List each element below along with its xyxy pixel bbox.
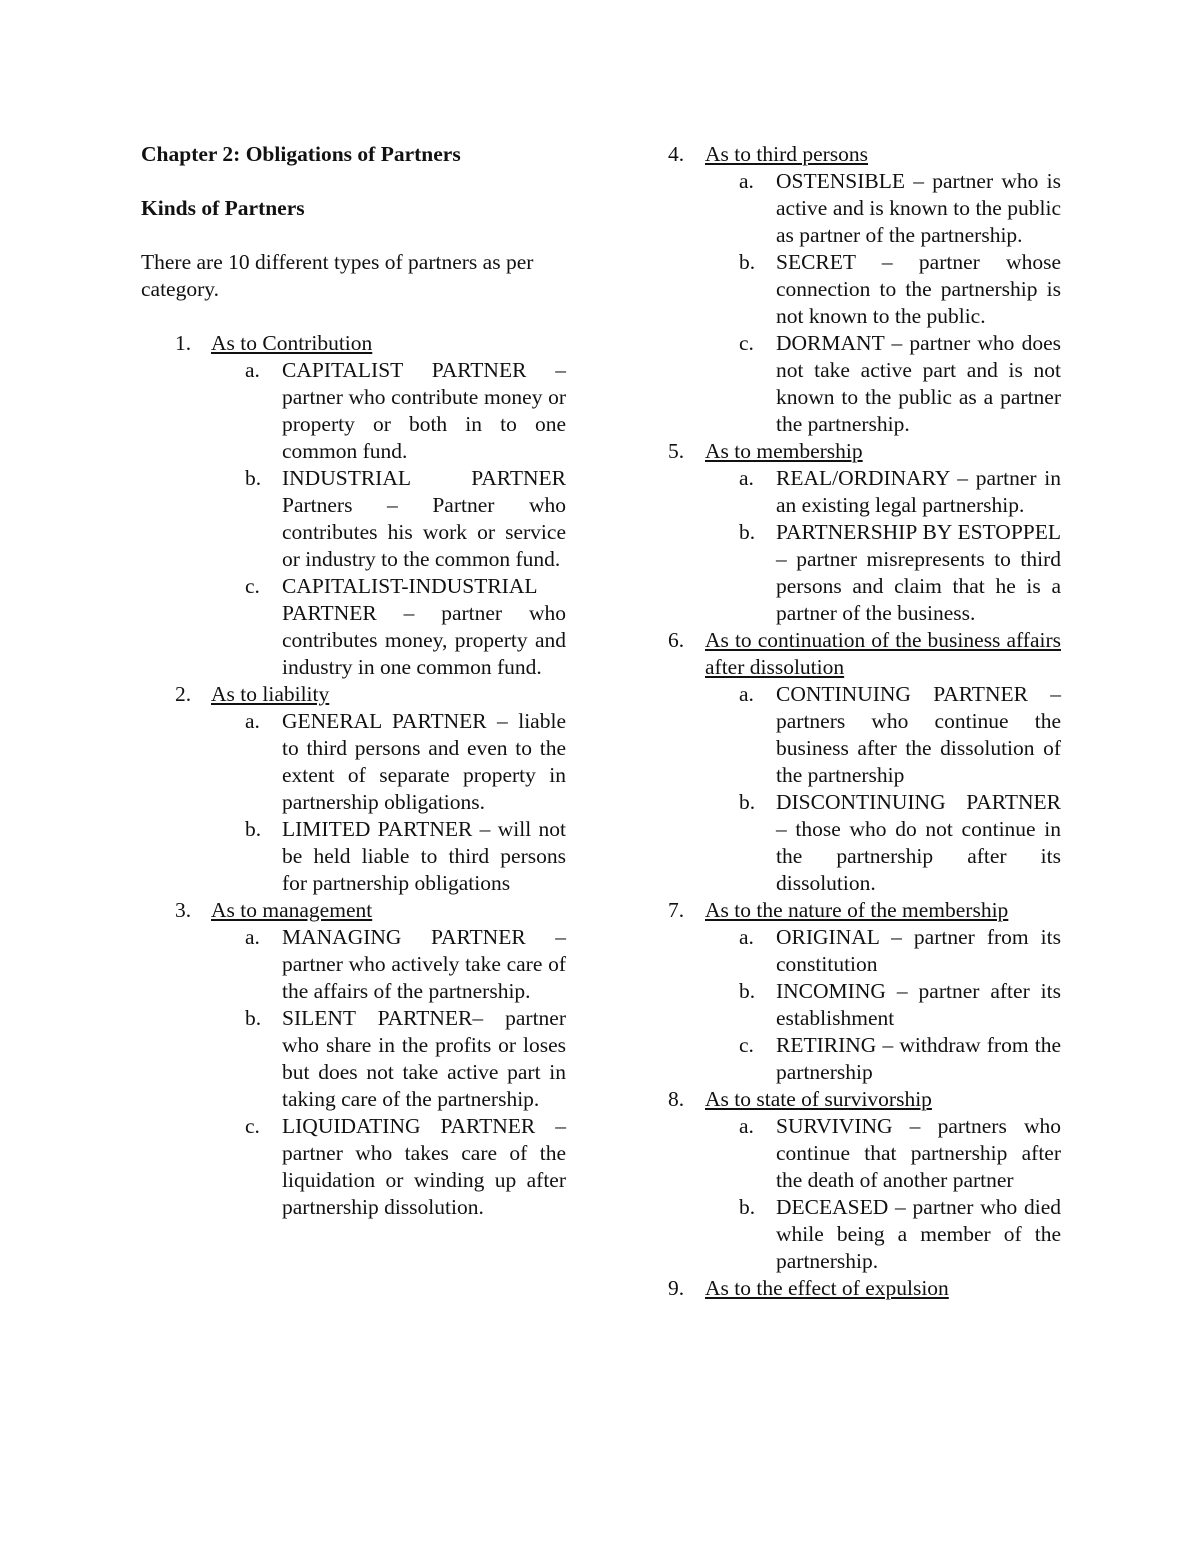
item-letter: b. — [245, 817, 262, 841]
partner-type-text: GENERAL PARTNER – liable to third persons and even to the extent of separate property in partnership obligations. — [282, 709, 566, 814]
partner-type-item — [211, 465, 566, 573]
partner-type-text: LIMITED PARTNER – will not be held liable to third persons for partnership obligations — [282, 817, 566, 895]
item-letter: b. — [739, 790, 756, 814]
partner-type-text: CAPITALIST-INDUSTRIAL PARTNER – partner who contributes money, property and industry in one common fund. — [282, 574, 566, 679]
item-letter: a. — [739, 925, 754, 949]
partner-type-item — [705, 681, 1061, 789]
partner-type-item — [705, 978, 1061, 1032]
category-item — [141, 897, 566, 1221]
partner-type-text: INDUSTRIAL PARTNER Partners – Partner who contributes his work or service or industry to the common fund. — [282, 466, 566, 571]
item-letter: a. — [245, 358, 260, 382]
category-number: 9. — [668, 1276, 685, 1300]
partner-type-item — [705, 1032, 1061, 1086]
partner-type-text: CONTINUING PARTNER – partners who continue the business after the dissolution of the partnership — [776, 682, 1061, 787]
right-column — [668, 141, 1061, 1302]
category-title: As to management — [211, 898, 373, 922]
item-letter: a. — [739, 169, 754, 193]
partner-type-item — [211, 708, 566, 816]
partner-type-list — [705, 1113, 1061, 1275]
partner-type-list — [705, 465, 1061, 627]
category-list-left — [141, 330, 566, 1221]
spacer — [141, 303, 566, 330]
category-title: As to continuation of the business affairs after dissolution — [705, 628, 1061, 679]
partner-type-text: INCOMING – partner after its establishment — [776, 979, 1061, 1030]
item-letter: b. — [739, 520, 756, 544]
category-title: As to third persons — [705, 142, 869, 166]
partner-type-item — [705, 1113, 1061, 1194]
partner-type-item — [705, 789, 1061, 897]
partner-type-list — [705, 681, 1061, 897]
partner-type-item — [705, 168, 1061, 249]
item-letter: b. — [739, 1195, 756, 1219]
partner-type-text: CAPITALIST PARTNER – partner who contribute money or property or both in to one common fund. — [282, 358, 566, 463]
item-letter: c. — [739, 1033, 754, 1057]
spacer — [141, 222, 566, 249]
category-number: 1. — [175, 331, 192, 355]
category-list-right — [668, 141, 1061, 1302]
item-letter: b. — [739, 979, 756, 1003]
partner-type-item — [211, 1113, 566, 1221]
category-item — [668, 897, 1061, 1086]
partner-type-list — [211, 708, 566, 897]
category-item — [668, 438, 1061, 627]
category-item — [668, 627, 1061, 897]
category-number: 3. — [175, 898, 192, 922]
partner-type-item — [211, 1005, 566, 1113]
intro-paragraph: There are 10 different types of partners as per category. — [141, 250, 534, 301]
category-number: 5. — [668, 439, 685, 463]
category-title: As to Contribution — [211, 331, 373, 355]
item-letter: b. — [739, 250, 756, 274]
partner-type-text: SURVIVING – partners who continue that partnership after the death of another partner — [776, 1114, 1061, 1192]
category-number: 8. — [668, 1087, 685, 1111]
left-column — [141, 141, 566, 1221]
section-title: Kinds of Partners — [141, 196, 305, 220]
partner-type-item — [705, 1194, 1061, 1275]
chapter-title: Chapter 2: Obligations of Partners — [141, 142, 461, 166]
item-letter: c. — [245, 574, 260, 598]
partner-type-item — [211, 357, 566, 465]
category-title: As to membership — [705, 439, 863, 463]
partner-type-text: SILENT PARTNER– partner who share in the profits or loses but does not take active part in taking care of the partnership. — [282, 1006, 566, 1111]
category-number: 7. — [668, 898, 685, 922]
item-letter: b. — [245, 466, 262, 490]
category-number: 6. — [668, 628, 685, 652]
category-item — [668, 1275, 1061, 1302]
partner-type-item — [705, 924, 1061, 978]
partner-type-text: LIQUIDATING PARTNER – partner who takes care of the liquidation or winding up after partnership dissolution. — [282, 1114, 566, 1219]
spacer — [141, 168, 566, 195]
partner-type-text: DISCONTINUING PARTNER – those who do not continue in the partnership after its dissolution. — [776, 790, 1061, 895]
item-letter: a. — [739, 1114, 754, 1138]
partner-type-text: DORMANT – partner who does not take active part and is not known to the public as a partner the partnership. — [776, 331, 1061, 436]
partner-type-item — [705, 519, 1061, 627]
category-title: As to liability — [211, 682, 330, 706]
item-letter: b. — [245, 1006, 262, 1030]
partner-type-text: REAL/ORDINARY – partner in an existing legal partnership. — [776, 466, 1061, 517]
partner-type-list — [211, 924, 566, 1221]
category-number: 4. — [668, 142, 685, 166]
category-item — [141, 681, 566, 897]
category-item — [668, 141, 1061, 438]
partner-type-item — [211, 573, 566, 681]
partner-type-text: DECEASED – partner who died while being a member of the partnership. — [776, 1195, 1061, 1273]
item-letter: a. — [739, 466, 754, 490]
partner-type-text: OSTENSIBLE – partner who is active and is known to the public as partner of the partnership. — [776, 169, 1061, 247]
partner-type-text: RETIRING – withdraw from the partnership — [776, 1033, 1061, 1084]
item-letter: c. — [739, 331, 754, 355]
partner-type-list — [705, 924, 1061, 1086]
item-letter: a. — [245, 709, 260, 733]
item-letter: a. — [739, 682, 754, 706]
item-letter: c. — [245, 1114, 260, 1138]
partner-type-item — [211, 816, 566, 897]
category-item — [141, 330, 566, 681]
partner-type-item — [705, 465, 1061, 519]
partner-type-text: PARTNERSHIP BY ESTOPPEL – partner misrepresents to third persons and claim that he is a partner of the business. — [776, 520, 1061, 625]
category-title: As to the nature of the membership — [705, 898, 1009, 922]
category-title: As to the effect of expulsion — [705, 1276, 949, 1300]
category-number: 2. — [175, 682, 192, 706]
partner-type-text: SECRET – partner whose connection to the partnership is not known to the public. — [776, 250, 1061, 328]
partner-type-item — [705, 330, 1061, 438]
partner-type-text: ORIGINAL – partner from its constitution — [776, 925, 1061, 976]
partner-type-list — [211, 357, 566, 681]
partner-type-list — [705, 168, 1061, 438]
partner-type-text: MANAGING PARTNER – partner who actively take care of the affairs of the partnership. — [282, 925, 566, 1003]
category-item — [668, 1086, 1061, 1275]
category-title: As to state of survivorship — [705, 1087, 932, 1111]
partner-type-item — [705, 249, 1061, 330]
partner-type-item — [211, 924, 566, 1005]
item-letter: a. — [245, 925, 260, 949]
